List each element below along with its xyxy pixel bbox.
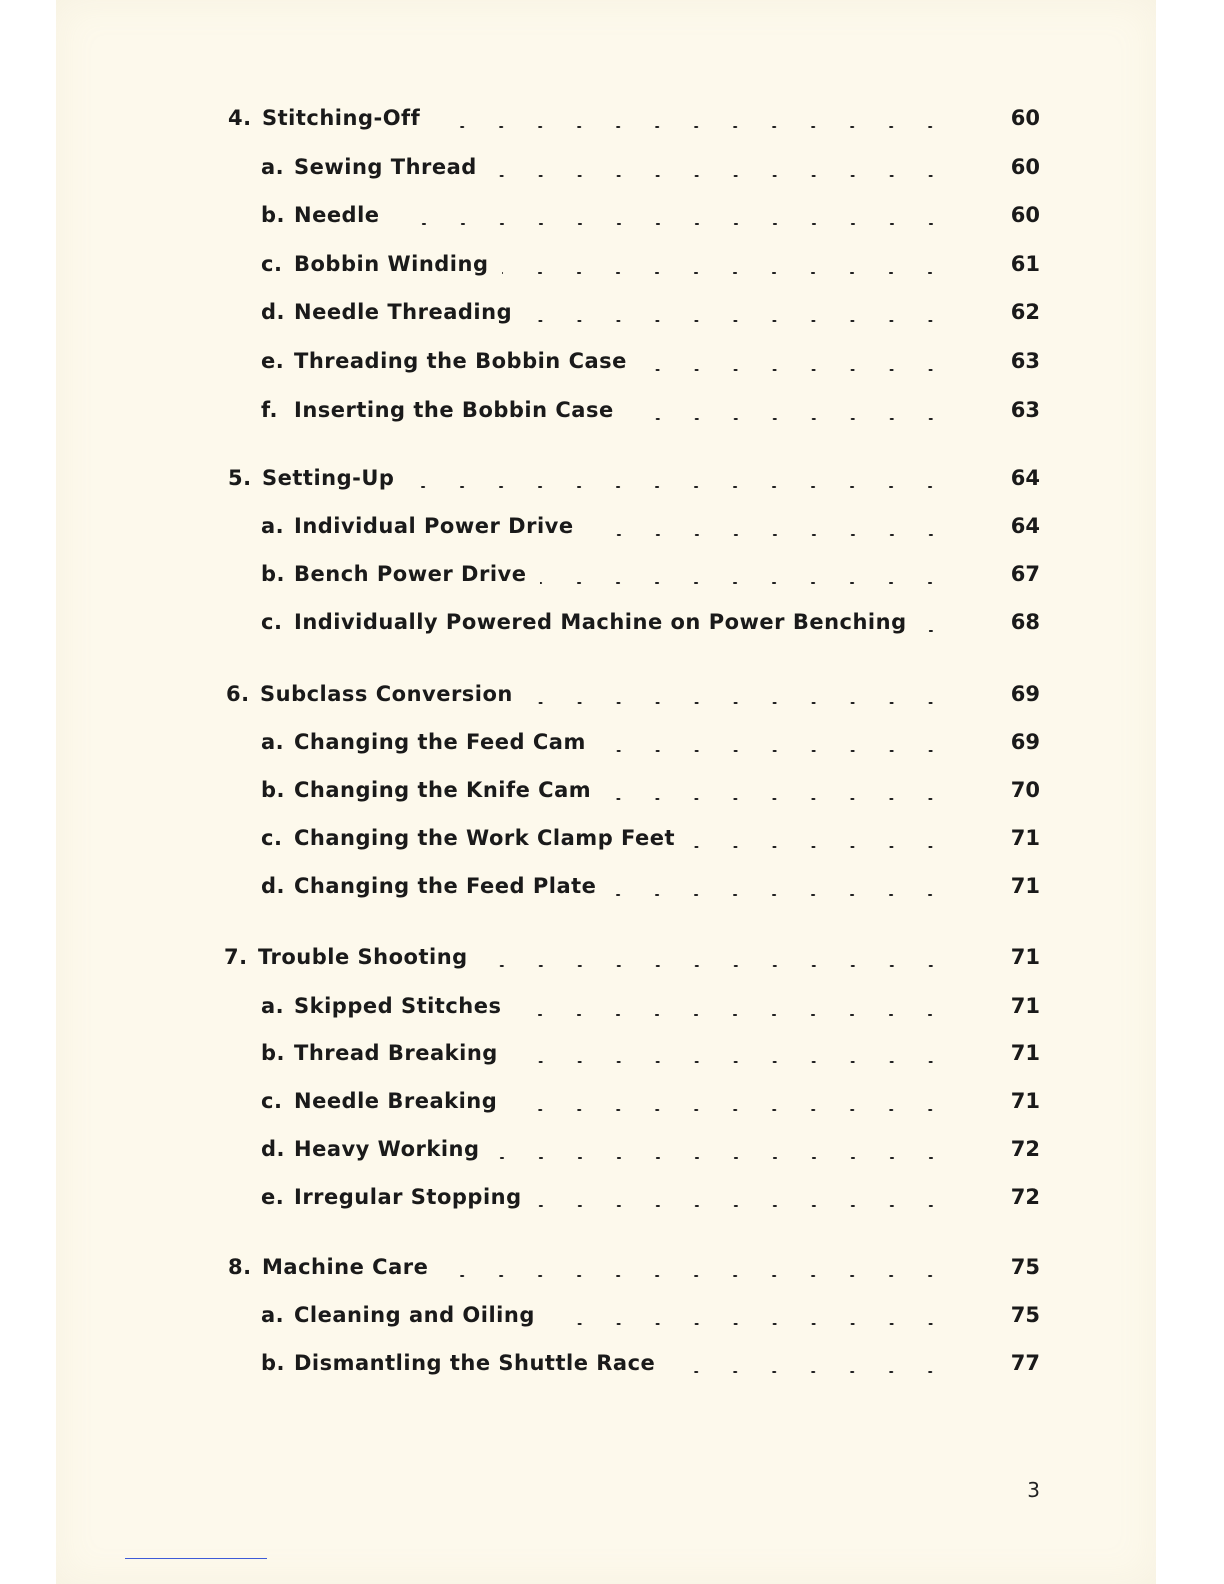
toc-entry — [261, 155, 477, 179]
toc-entry-title: Sewing Thread — [294, 155, 477, 179]
toc-entry-label: a. — [261, 1303, 285, 1327]
toc-entry-label: 4. — [228, 106, 252, 130]
dot-leader — [689, 846, 950, 848]
dot-leader — [549, 1323, 950, 1325]
toc-entry-label: c. — [261, 252, 283, 276]
toc-entry-page: 77 — [1010, 1351, 1040, 1375]
dot-leader — [536, 1205, 950, 1207]
toc-entry — [228, 106, 420, 130]
toc-entry-label: c. — [261, 826, 283, 850]
toc-entry — [228, 1255, 428, 1279]
toc-entry — [261, 1089, 497, 1113]
toc-entry — [261, 252, 488, 276]
toc-entry — [261, 514, 574, 538]
toc-entry-page: 75 — [1010, 1303, 1040, 1327]
toc-entry-title: Changing the Work Clamp Feet — [294, 826, 676, 850]
toc-entry-title: Setting-Up — [262, 466, 395, 490]
toc-entry-label: a. — [261, 994, 285, 1018]
dot-leader — [394, 223, 950, 225]
toc-entry-label: d. — [261, 300, 286, 324]
dot-leader — [434, 126, 950, 128]
toc-entry-page: 64 — [1010, 514, 1040, 538]
toc-entry-page: 72 — [1010, 1137, 1040, 1161]
toc-entry-title: Needle — [294, 203, 380, 227]
toc-entry-page: 71 — [1010, 1089, 1040, 1113]
dot-leader — [600, 750, 950, 752]
toc-entry-page: 71 — [1010, 874, 1040, 898]
page-number: 3 — [1027, 1478, 1040, 1502]
toc-entry — [261, 1041, 498, 1065]
toc-entry — [261, 874, 596, 898]
toc-entry-page: 61 — [1010, 252, 1040, 276]
toc-entry-title: Bobbin Winding — [294, 252, 489, 276]
dot-leader — [669, 1371, 950, 1373]
dot-leader — [641, 369, 950, 371]
toc-entry-label: f. — [261, 398, 278, 422]
toc-entry-page: 70 — [1010, 778, 1040, 802]
toc-entry-title: Inserting the Bobbin Case — [294, 398, 614, 422]
toc-entry-page: 60 — [1010, 203, 1040, 227]
toc-entry-label: c. — [261, 1089, 283, 1113]
toc-entry-page: 71 — [1010, 994, 1040, 1018]
toc-entry — [261, 562, 526, 586]
toc-entry — [261, 349, 627, 373]
toc-entry-page: 64 — [1010, 466, 1040, 490]
toc-entry-label: a. — [261, 514, 285, 538]
toc-entry — [261, 398, 614, 422]
dot-leader — [526, 320, 950, 322]
dot-leader — [605, 798, 950, 800]
dot-leader — [610, 894, 950, 896]
toc-entry-label: e. — [261, 349, 285, 373]
dot-leader — [442, 1275, 950, 1277]
dot-leader — [588, 534, 950, 536]
toc-entry — [224, 945, 468, 969]
toc-entry-title: Dismantling the Shuttle Race — [294, 1351, 656, 1375]
toc-entry-title: Bench Power Drive — [294, 562, 527, 586]
dot-leader — [482, 965, 950, 967]
toc-entry-label: c. — [261, 610, 283, 634]
dot-leader — [921, 630, 950, 632]
toc-entry — [261, 1137, 480, 1161]
toc-entry-title: Cleaning and Oiling — [294, 1303, 535, 1327]
toc-entry — [261, 1303, 535, 1327]
toc-entry-title: Individual Power Drive — [294, 514, 574, 538]
toc-entry — [228, 466, 394, 490]
dot-leader — [494, 1157, 950, 1159]
toc-entry — [261, 994, 501, 1018]
toc-entry-title: Trouble Shooting — [258, 945, 468, 969]
toc-entry-title: Changing the Feed Cam — [294, 730, 586, 754]
toc-entry-title: Changing the Knife Cam — [294, 778, 592, 802]
toc-entry-title: Threading the Bobbin Case — [294, 349, 627, 373]
toc-entry-label: 6. — [226, 682, 250, 706]
toc-entry-label: b. — [261, 778, 286, 802]
toc-entry-label: d. — [261, 874, 286, 898]
toc-entry-label: b. — [261, 562, 286, 586]
toc-entry-title: Skipped Stitches — [294, 994, 502, 1018]
dot-leader — [491, 175, 950, 177]
toc-entry-label: b. — [261, 203, 286, 227]
toc-entry-label: b. — [261, 1351, 286, 1375]
toc-entry-label: a. — [261, 730, 285, 754]
toc-entry-label: b. — [261, 1041, 286, 1065]
toc-entry-page: 67 — [1010, 562, 1040, 586]
toc-entry-label: a. — [261, 155, 285, 179]
toc-entry-title: Individually Powered Machine on Power Benching — [294, 610, 907, 634]
toc-entry-page: 71 — [1010, 945, 1040, 969]
dot-leader — [540, 582, 950, 584]
toc-entry-label: d. — [261, 1137, 286, 1161]
toc-entry-title: Changing the Feed Plate — [294, 874, 597, 898]
toc-entry-page: 60 — [1010, 106, 1040, 130]
toc-entry-title: Heavy Working — [294, 1137, 480, 1161]
toc-entry-page: 72 — [1010, 1185, 1040, 1209]
toc-entry-label: 8. — [228, 1255, 252, 1279]
toc-entry-title: Stitching-Off — [262, 106, 421, 130]
toc-entry — [261, 203, 380, 227]
toc-entry-page: 71 — [1010, 1041, 1040, 1065]
toc-entry-page: 60 — [1010, 155, 1040, 179]
dot-leader — [511, 1109, 950, 1111]
toc-entry-page: 69 — [1010, 730, 1040, 754]
toc-entry-title: Needle Breaking — [294, 1089, 498, 1113]
toc-entry-page: 63 — [1010, 349, 1040, 373]
dot-leader — [502, 272, 950, 274]
toc-entry — [261, 300, 512, 324]
toc-entry — [226, 682, 513, 706]
toc-entry-page: 69 — [1010, 682, 1040, 706]
toc-entry-page: 75 — [1010, 1255, 1040, 1279]
toc-entry-title: Thread Breaking — [294, 1041, 498, 1065]
toc-entry-page: 63 — [1010, 398, 1040, 422]
toc-entry-page: 62 — [1010, 300, 1040, 324]
dot-leader — [515, 1014, 950, 1016]
toc-entry — [261, 730, 586, 754]
toc-entry-title: Subclass Conversion — [260, 682, 513, 706]
toc-entry — [261, 826, 675, 850]
toc-entry-title: Machine Care — [262, 1255, 429, 1279]
toc-entry-page: 71 — [1010, 826, 1040, 850]
dot-leader — [628, 418, 950, 420]
toc-entry-page: 68 — [1010, 610, 1040, 634]
dot-leader — [408, 486, 950, 488]
toc-entry — [261, 1351, 655, 1375]
toc-entry — [261, 1185, 522, 1209]
underline-mark — [125, 1558, 267, 1559]
toc-entry — [261, 778, 591, 802]
dot-leader — [512, 1061, 950, 1063]
toc-entry-label: 7. — [224, 945, 248, 969]
toc-entry-title: Irregular Stopping — [294, 1185, 522, 1209]
toc-entry — [261, 610, 907, 634]
toc-entry-label: e. — [261, 1185, 285, 1209]
toc-entry-title: Needle Threading — [294, 300, 513, 324]
dot-leader — [527, 702, 950, 704]
toc-entry-label: 5. — [228, 466, 252, 490]
